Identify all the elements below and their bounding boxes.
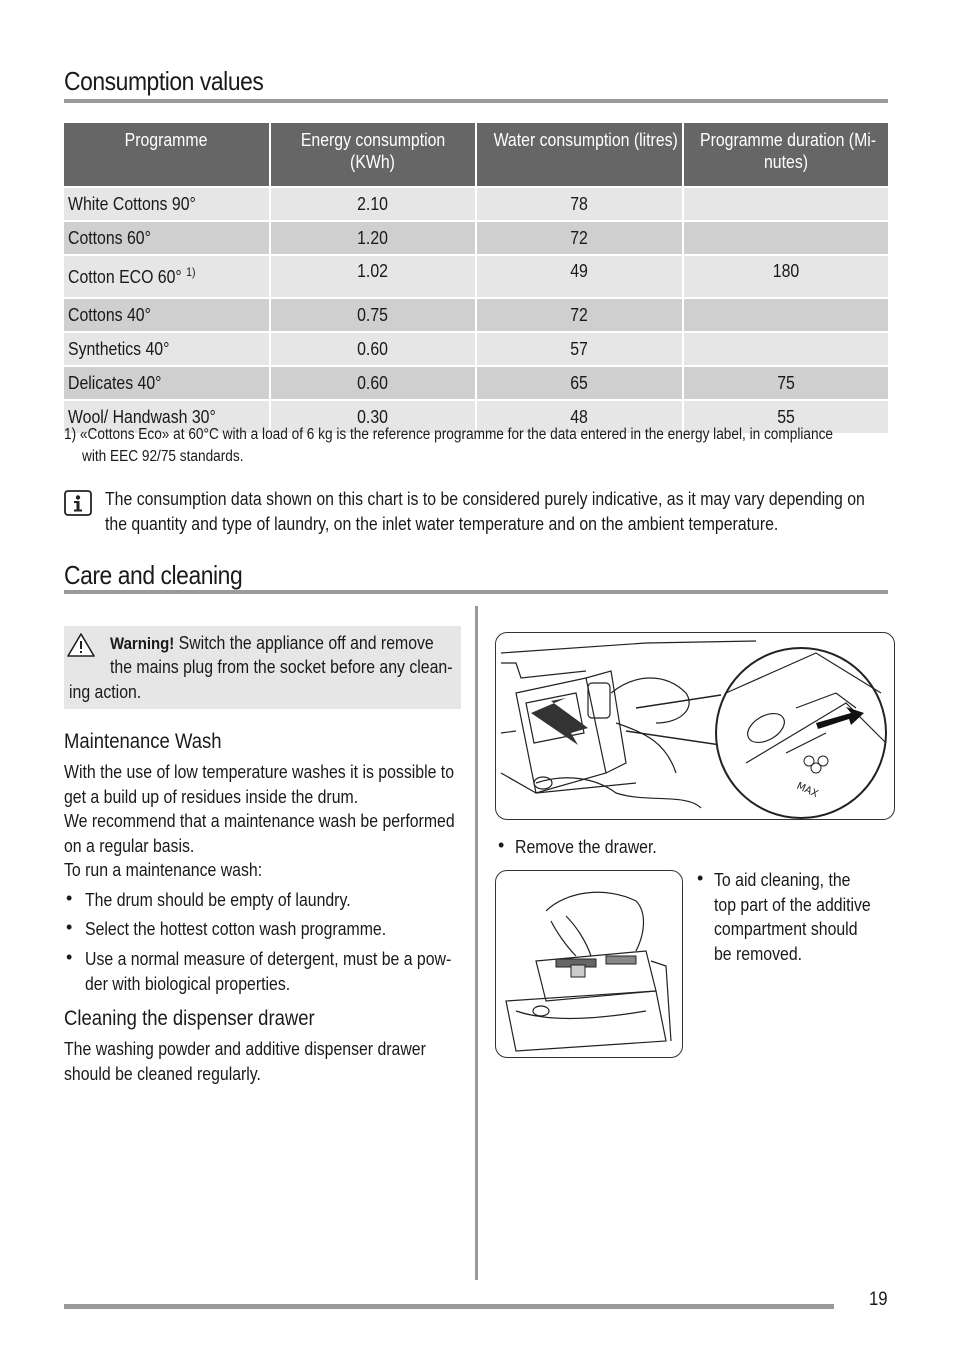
table-row xyxy=(64,331,888,365)
cell-programme: Delicates 40° xyxy=(68,372,162,393)
bullet-dot: • xyxy=(498,835,505,855)
illustration-additive-compartment xyxy=(495,870,683,1058)
maintenance-text-line: We recommend that a maintenance wash be performed xyxy=(64,811,455,831)
maintenance-heading: Maintenance Wash xyxy=(64,730,222,753)
table-header-row xyxy=(64,123,888,186)
footnote-mark: 1) xyxy=(186,265,196,279)
cell-water: 49 xyxy=(570,261,589,281)
dispenser-heading: Cleaning the dispenser drawer xyxy=(64,1007,315,1030)
cell-water: 72 xyxy=(570,304,589,325)
page-number: 19 xyxy=(869,1289,888,1310)
table-row xyxy=(64,254,888,297)
table-row xyxy=(64,186,888,220)
section-rule xyxy=(64,99,888,103)
bullet-dot: • xyxy=(66,917,73,937)
table-row xyxy=(64,365,888,399)
cell-programme: Cottons 60° xyxy=(68,227,151,248)
bullet-item: compartment should xyxy=(714,919,858,939)
dispenser-text-line: The washing powder and additive dispenser drawer xyxy=(64,1039,426,1059)
cell-programme: White Cottons 90° xyxy=(68,193,196,214)
cell-programme: Cottons 40° xyxy=(68,304,151,325)
column-header-energy: Energy consumption (KWh) xyxy=(271,123,476,186)
table-row xyxy=(64,220,888,254)
bullet-dot: • xyxy=(66,888,73,908)
cell-programme: Synthetics 40° xyxy=(68,338,170,359)
cell-programme: Cotton ECO 60° $^{1)}$ xyxy=(68,265,196,287)
warning-label: Warning! xyxy=(110,634,175,653)
bullet-item: Remove the drawer. xyxy=(515,837,657,857)
warning-icon xyxy=(66,632,96,663)
maintenance-text-line: To run a maintenance wash: xyxy=(64,860,263,880)
cell-energy: 2.10 xyxy=(357,193,389,214)
table-row xyxy=(64,297,888,331)
warning-line: Warning! Switch the appliance off and remove xyxy=(110,633,434,653)
cell-energy: 1.20 xyxy=(357,227,389,248)
cell-programme: Wool/ Handwash 30° xyxy=(68,406,216,427)
column-divider xyxy=(475,606,478,1280)
bullet-item: The drum should be empty of laundry. xyxy=(85,890,351,910)
bullet-item: top part of the additive xyxy=(714,895,871,915)
info-icon xyxy=(64,490,90,514)
column-header-water: Water consumption (litres) xyxy=(477,123,682,186)
section-rule xyxy=(64,590,888,594)
maintenance-text-line: on a regular basis. xyxy=(64,836,195,856)
column-header-programme: Programme xyxy=(64,123,269,186)
warning-line: the mains plug from the socket before any clean- xyxy=(110,657,453,677)
footnote-line: with EEC 92/75 standards. xyxy=(82,448,244,465)
maintenance-text-line: With the use of low temperature washes it is possible to xyxy=(64,762,455,782)
cell-water: 78 xyxy=(570,193,589,214)
cell-water: 48 xyxy=(570,406,589,427)
cell-water: 65 xyxy=(570,372,589,393)
cell-energy: 0.30 xyxy=(357,406,389,427)
cell-energy: 1.02 xyxy=(357,261,389,281)
cell-water: 57 xyxy=(570,338,589,359)
bullet-dot: • xyxy=(66,947,73,967)
bullet-item: be removed. xyxy=(714,944,803,964)
footer-rule xyxy=(64,1304,834,1309)
illustration-max-label: MAX xyxy=(794,780,820,801)
section-title-consumption: Consumption values xyxy=(64,66,264,96)
info-text-line: the quantity and type of laundry, on the inlet water temperature and on the ambient temperature. xyxy=(105,514,779,534)
cell-energy: 0.60 xyxy=(357,338,389,359)
cell-energy: 0.75 xyxy=(357,304,389,325)
bullet-dot: • xyxy=(697,868,704,888)
cell-duration: 55 xyxy=(776,406,795,427)
cell-duration: 75 xyxy=(776,372,795,393)
consumption-table xyxy=(62,123,890,433)
bullet-item: Use a normal measure of detergent, must be a pow- xyxy=(85,949,452,969)
illustration-remove-drawer xyxy=(495,632,895,820)
footnote-line: 1) «Cottons Eco» at 60°C with a load of 6 kg is the reference programme for the data entered in the energy label, in compliance xyxy=(64,426,833,443)
warning-line: ing action. xyxy=(69,682,142,702)
maintenance-text-line: get a build up of residues inside the drum. xyxy=(64,787,359,807)
cell-duration: 180 xyxy=(772,261,799,281)
bullet-item: der with biological properties. xyxy=(85,974,291,994)
cell-water: 72 xyxy=(570,227,589,248)
bullet-item: To aid cleaning, the xyxy=(714,870,851,890)
dispenser-text-line: should be cleaned regularly. xyxy=(64,1064,261,1084)
section-title-care: Care and cleaning xyxy=(64,560,243,590)
bullet-item: Select the hottest cotton wash programme. xyxy=(85,919,387,939)
cell-energy: 0.60 xyxy=(357,372,389,393)
info-text-line: The consumption data shown on this chart is to be considered purely indicative, as it may vary depending on xyxy=(105,489,865,509)
column-header-duration: Programme duration (Mi- nutes) xyxy=(684,123,889,186)
